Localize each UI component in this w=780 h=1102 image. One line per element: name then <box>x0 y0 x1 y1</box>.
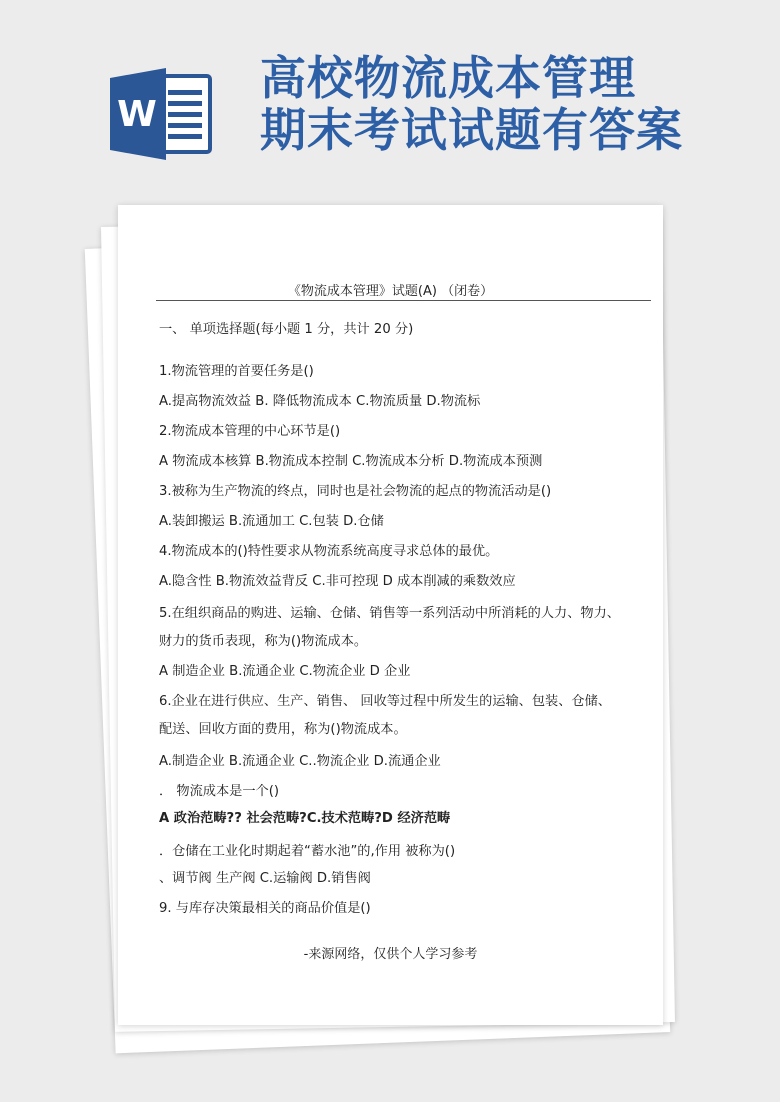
section-heading: 一、 单项选择题(每小题 1 分，共计 20 分) <box>159 322 414 337</box>
option-line: A.隐含性 B.物流效益背反 C.非可控现 D 成本削减的乘数效应 <box>159 574 516 589</box>
option-line: A.装卸搬运 B.流通加工 C.包装 D.仓储 <box>159 514 384 529</box>
document-sheet <box>118 205 663 1025</box>
question-line-continued: 配送、回收方面的费用，称为()物流成本。 <box>159 722 407 737</box>
question-line: ． 物流成本是一个() <box>159 784 279 799</box>
word-logo-icon <box>110 68 220 160</box>
question-line: 5.在组织商品的购进、运输、仓储、销售等一系列活动中所消耗的人力、物力、 <box>159 606 620 621</box>
question-line-continued: 财力的货币表现，称为()物流成本。 <box>159 634 368 649</box>
page-title-line-2: 期末考试试题有答案 <box>260 103 683 157</box>
title-divider <box>156 300 651 301</box>
question-line: 9. 与库存决策最相关的商品价值是() <box>159 901 371 916</box>
option-line: A 政治范畴?? 社会范畴?C.技术范畴?D 经济范畴 <box>159 811 451 826</box>
option-line: A.制造企业 B.流通企业 C..物流企业 D.流通企业 <box>159 754 441 769</box>
option-line: A 物流成本核算 B.物流成本控制 C.物流成本分析 D.物流成本预测 <box>159 454 543 469</box>
question-line: 1.物流管理的首要任务是() <box>159 364 314 379</box>
question-line: ．仓储在工业化时期起着“蓄水池”的,作用 被称为() <box>159 844 456 859</box>
question-line: 4.物流成本的()特性要求从物流系统高度寻求总体的最优。 <box>159 544 499 559</box>
question-line: 2.物流成本管理的中心环节是() <box>159 424 341 439</box>
option-line: A 制造企业 B.流通企业 C.物流企业 D 企业 <box>159 664 411 679</box>
question-line: 6.企业在进行供应、生产、销售、 回收等过程中所发生的运输、包装、仓储、 <box>159 694 611 709</box>
footer-note: -来源网络，仅供个人学习参考 <box>303 947 478 962</box>
doc-title: 《物流成本管理》试题(A) （闭卷） <box>287 284 494 299</box>
question-line: 3.被称为生产物流的终点，同时也是社会物流的起点的物流活动是() <box>159 484 552 499</box>
page-title <box>260 52 683 156</box>
option-line: A.提高物流效益 B. 降低物流成本 C.物流质量 D.物流标 <box>159 394 481 409</box>
option-line: 、调节阀 生产阀 C.运输阀 D.销售阀 <box>159 871 371 886</box>
logo-letter: W <box>117 94 157 135</box>
page-title-line-1: 高校物流成本管理 <box>260 51 636 105</box>
